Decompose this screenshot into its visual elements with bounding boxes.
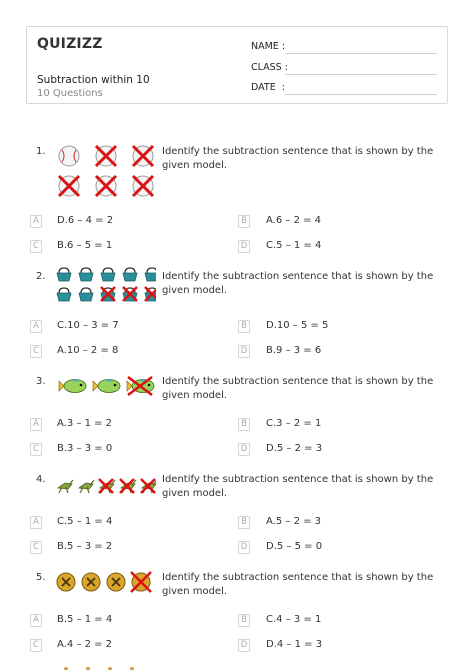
option-letter-d[interactable]: D [238,240,250,253]
crossed-grasshopper-icon [120,479,136,493]
option-c-text[interactable]: B.6 – 5 = 1 [57,240,113,251]
name-label: NAME : [251,41,286,52]
question-5-text: Identify the subtraction sentence that is shown by the given model. [162,572,434,597]
question-2-number: 2. [36,271,46,282]
option-letter-c[interactable]: C [30,345,42,358]
grasshopper-model-image [56,474,156,498]
option-a-text[interactable]: D.6 – 4 = 2 [57,215,114,226]
option-b-text[interactable]: D.10 – 5 = 5 [266,320,329,331]
option-a-text[interactable]: C.5 – 1 = 4 [57,516,113,527]
worksheet-title: Subtraction within 10 [37,74,150,86]
coin-icon [107,573,125,591]
class-line[interactable] [285,74,437,75]
question-2-text: Identify the subtraction sentence that is shown by the given model. [162,271,434,296]
option-d-text[interactable]: D.5 – 2 = 3 [266,443,323,454]
crossed-baseball-icon [96,146,116,166]
option-d-text[interactable]: D.5 – 5 = 0 [266,541,323,552]
question-1-text: Identify the subtraction sentence that is shown by the given model. [162,146,434,171]
option-letter-c[interactable]: C [30,240,42,253]
crossed-baseball-icon [96,176,116,196]
question-4-number: 4. [36,474,46,485]
basket-icon [123,268,137,281]
fish-icon [59,379,86,393]
worksheet-header [26,26,448,104]
option-letter-a[interactable]: A [30,215,42,228]
crossed-baseball-icon [133,176,153,196]
crossed-grasshopper-icon [141,479,156,493]
quizizz-logo: QUIZIZZ [37,36,103,52]
option-letter-b[interactable]: B [238,418,250,431]
question-5-number: 5. [36,572,46,583]
coin-icon [82,573,100,591]
option-d-text[interactable]: D.4 – 1 = 3 [266,639,323,650]
option-letter-d[interactable]: D [238,443,250,456]
crossed-grasshopper-icon [99,479,115,493]
option-letter-b[interactable]: B [238,215,250,228]
crossed-baseball-icon [59,176,79,196]
option-letter-c[interactable]: C [30,443,42,456]
baseball-model-image [56,143,156,199]
option-letter-b[interactable]: B [238,516,250,529]
question-3-number: 3. [36,376,46,387]
basket-icon [79,268,93,281]
option-letter-a[interactable]: A [30,516,42,529]
next-question-image-partial [58,664,158,670]
option-letter-d[interactable]: D [238,639,250,652]
question-3-text: Identify the subtraction sentence that is shown by the given model. [162,376,434,401]
fish-icon [93,379,120,393]
date-label: DATE : [251,82,285,93]
grasshopper-icon [58,480,73,493]
option-b-text[interactable]: C.4 – 3 = 1 [266,614,322,625]
option-letter-d[interactable]: D [238,345,250,358]
option-letter-b[interactable]: B [238,320,250,333]
option-b-text[interactable]: A.6 – 2 = 4 [266,215,322,226]
option-letter-c[interactable]: C [30,639,42,652]
option-letter-b[interactable]: B [238,614,250,627]
option-a-text[interactable]: C.10 – 3 = 7 [57,320,119,331]
crossed-basket-icon [145,287,156,301]
option-letter-a[interactable]: A [30,320,42,333]
date-line[interactable] [285,94,437,95]
class-label: CLASS : [251,62,288,73]
basket-icon [145,268,156,281]
option-d-text[interactable]: B.9 – 3 = 6 [266,345,322,356]
option-b-text[interactable]: C.3 – 2 = 1 [266,418,322,429]
option-letter-a[interactable]: A [30,614,42,627]
crossed-baseball-icon [133,146,153,166]
option-d-text[interactable]: C.5 – 1 = 4 [266,240,322,251]
basket-model-image [56,266,156,306]
crossed-basket-icon [101,287,115,301]
coin-model-image [56,570,156,596]
option-a-text[interactable]: A.3 – 1 = 2 [57,418,113,429]
option-c-text[interactable]: B.5 – 3 = 2 [57,541,113,552]
option-b-text[interactable]: A.5 – 2 = 3 [266,516,322,527]
question-count: 10 Questions [37,88,103,99]
option-letter-c[interactable]: C [30,541,42,554]
basket-icon [101,268,115,281]
name-line[interactable] [285,53,437,54]
basket-icon [57,268,71,281]
option-a-text[interactable]: B.5 – 1 = 4 [57,614,113,625]
crossed-fish-icon [127,377,154,395]
basket-icon [79,288,93,301]
fish-model-image [56,374,156,398]
option-letter-d[interactable]: D [238,541,250,554]
option-c-text[interactable]: A.4 – 2 = 2 [57,639,113,650]
question-4-text: Identify the subtraction sentence that is shown by the given model. [162,474,434,499]
basket-icon [57,288,71,301]
option-c-text[interactable]: B.3 – 3 = 0 [57,443,113,454]
coin-icon [57,573,75,591]
option-letter-a[interactable]: A [30,418,42,431]
question-1-number: 1. [36,146,46,157]
crossed-basket-icon [123,287,137,301]
crossed-coin-icon [131,572,151,592]
grasshopper-icon [79,480,94,493]
baseball-icon [59,146,79,166]
option-c-text[interactable]: A.10 – 2 = 8 [57,345,119,356]
